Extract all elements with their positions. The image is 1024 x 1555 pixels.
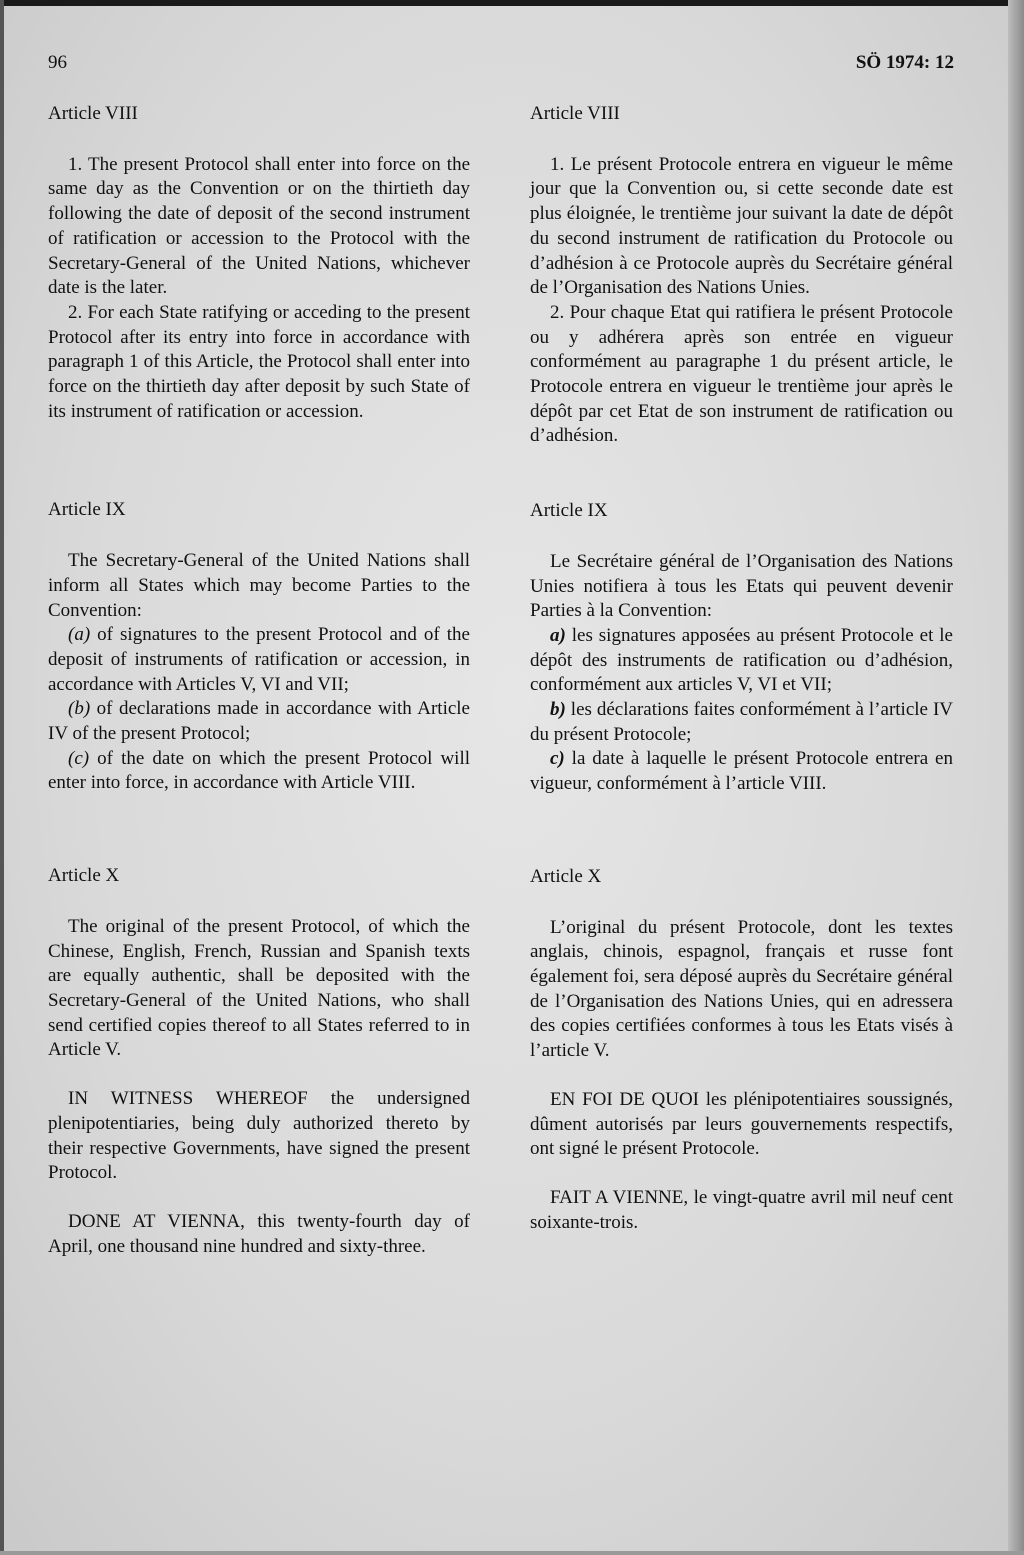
article-10-heading-en: Article X xyxy=(48,865,120,887)
item-label: (a) xyxy=(68,624,91,646)
item-text: of the date on which the present Protocol will enter into force, in accordance with Article VIII. xyxy=(48,747,470,794)
spacer xyxy=(530,797,953,865)
item-text: les signatures apposées au présent Protocole et le dépôt des instruments de ratification ou d’adhésion, conformément aux articles V, VI et VII; xyxy=(530,624,953,696)
article-9-item-a-fr xyxy=(530,624,953,698)
article-9-intro-fr: Le Secrétaire général de l’Organisation des Nations Unies notifiera à tous les Etats qui peuvent devenir Parties à la Convention: xyxy=(530,550,953,622)
item-label: c) xyxy=(550,748,565,770)
scan-top-edge xyxy=(0,0,1024,6)
article-8-paragraph-2-en: 2. For each State ratifying or acceding to the present Protocol after its entry into force in accordance with paragraph 1 of this Article, the Protocol shall enter into force on the thirtieth day after deposit by such State of its instrument of ratification or accession. xyxy=(48,301,470,422)
spacer xyxy=(530,1064,953,1088)
article-10-heading-fr: Article X xyxy=(530,865,602,887)
article-8-paragraph-1-en: 1. The present Protocol shall enter into force on the same day as the Convention or on the thirtieth day following the date of deposit of the second instrument of ratification or accession to the Protocol with the Secretary-General of the United Nations, whichever date is the later. xyxy=(48,153,470,299)
article-9-heading-fr: Article IX xyxy=(530,500,608,522)
article-9-item-b-en xyxy=(48,697,470,746)
article-10-paragraph-1-fr: L’original du présent Protocole, dont les textes anglais, chinois, espagnol, français et russe font également foi, sera déposé auprès du Secrétaire général de l’Organisation des Nations Unies, qui en adressera des copies certifiées conformes à tous les Etats visés à l’article V. xyxy=(530,916,953,1062)
item-label: (c) xyxy=(68,747,90,769)
item-text: of declarations made in accordance with Article IV of the present Protocol; xyxy=(48,698,470,745)
in-witness-whereof-en: IN WITNESS WHEREOF the undersigned plenipotentiaries, being duly authorized thereto by their respective Governments, have signed the present Protocol. xyxy=(48,1088,470,1184)
article-9-heading-en: Article IX xyxy=(48,499,126,521)
article-9-item-c-en xyxy=(48,747,470,796)
fait-a-vienne-fr: FAIT A VIENNE, le vingt-quatre avril mil neuf cent soixante-trois. xyxy=(530,1186,953,1233)
article-9-item-b-fr xyxy=(530,698,953,747)
done-at-vienna-en: DONE AT VIENNA, this twenty-fourth day of April, one thousand nine hundred and sixty-three. xyxy=(48,1210,470,1257)
document-reference: SÖ 1974: 12 xyxy=(855,52,954,73)
spacer xyxy=(48,424,470,498)
article-8-heading-en: Article VIII xyxy=(48,103,138,124)
article-9-item-c-fr xyxy=(530,747,953,796)
spacer xyxy=(530,1162,953,1186)
article-9-item-a-en xyxy=(48,623,470,697)
spacer xyxy=(48,796,470,864)
item-label: (b) xyxy=(68,698,91,720)
item-text: of signatures to the present Protocol and of the deposit of instruments of ratification or accession, in accordance with Articles V, VI and VII; xyxy=(48,624,470,695)
article-8-paragraph-1-fr: 1. Le présent Protocole entrera en vigueur le même jour que la Convention ou, si cette seconde date est plus éloignée, le trentième jour suivant la date de dépôt du second instrument de ratification du Protocole ou d’adhésion à ce Protocole auprès du Secrétaire général de l’Organisation des Nations Unies. xyxy=(530,153,953,299)
article-8-heading-fr: Article VIII xyxy=(530,103,620,124)
article-8-paragraph-2-fr: 2. Pour chaque Etat qui ratifiera le présent Protocole ou y adhérera après son entrée en vigueur conformément au paragraphe 1 du présent article, le Protocole entrera en vigueur le trentième jour après le dépôt par cet Etat de son instrument de ratification ou d’adhésion. xyxy=(530,301,953,447)
scan-bottom-edge xyxy=(0,1551,1024,1555)
item-text: la date à laquelle le présent Protocole entrera en vigueur, conformément à l’article VIII. xyxy=(530,748,953,795)
spacer xyxy=(530,449,953,499)
item-label: a) xyxy=(550,624,566,646)
article-10-paragraph-1-en: The original of the present Protocol, of which the Chinese, English, French, Russian and Spanish texts are equally authentic, shall be deposited with the Secretary-General of the United Nations, who shall send certified copies thereof to all States referred to in Article V. xyxy=(48,915,470,1061)
item-label: b) xyxy=(550,699,566,721)
item-text: les déclarations faites conformément à l’article IV du présent Protocole; xyxy=(530,699,953,745)
french-column xyxy=(530,102,953,1235)
article-9-intro-en: The Secretary-General of the United Nations shall inform all States which may become Parties to the Convention: xyxy=(48,550,470,621)
spacer xyxy=(48,1186,470,1210)
en-foi-de-quoi-fr: EN FOI DE QUOI les plénipotentiaires soussignés, dûment autorisés par leurs gouvernements respectifs, ont signé le présent Protocole. xyxy=(530,1088,953,1160)
english-column xyxy=(48,102,470,1259)
scan-left-edge xyxy=(0,0,4,1555)
scan-right-edge xyxy=(1008,0,1024,1555)
page-number: 96 xyxy=(48,52,67,73)
spacer xyxy=(48,1063,470,1087)
